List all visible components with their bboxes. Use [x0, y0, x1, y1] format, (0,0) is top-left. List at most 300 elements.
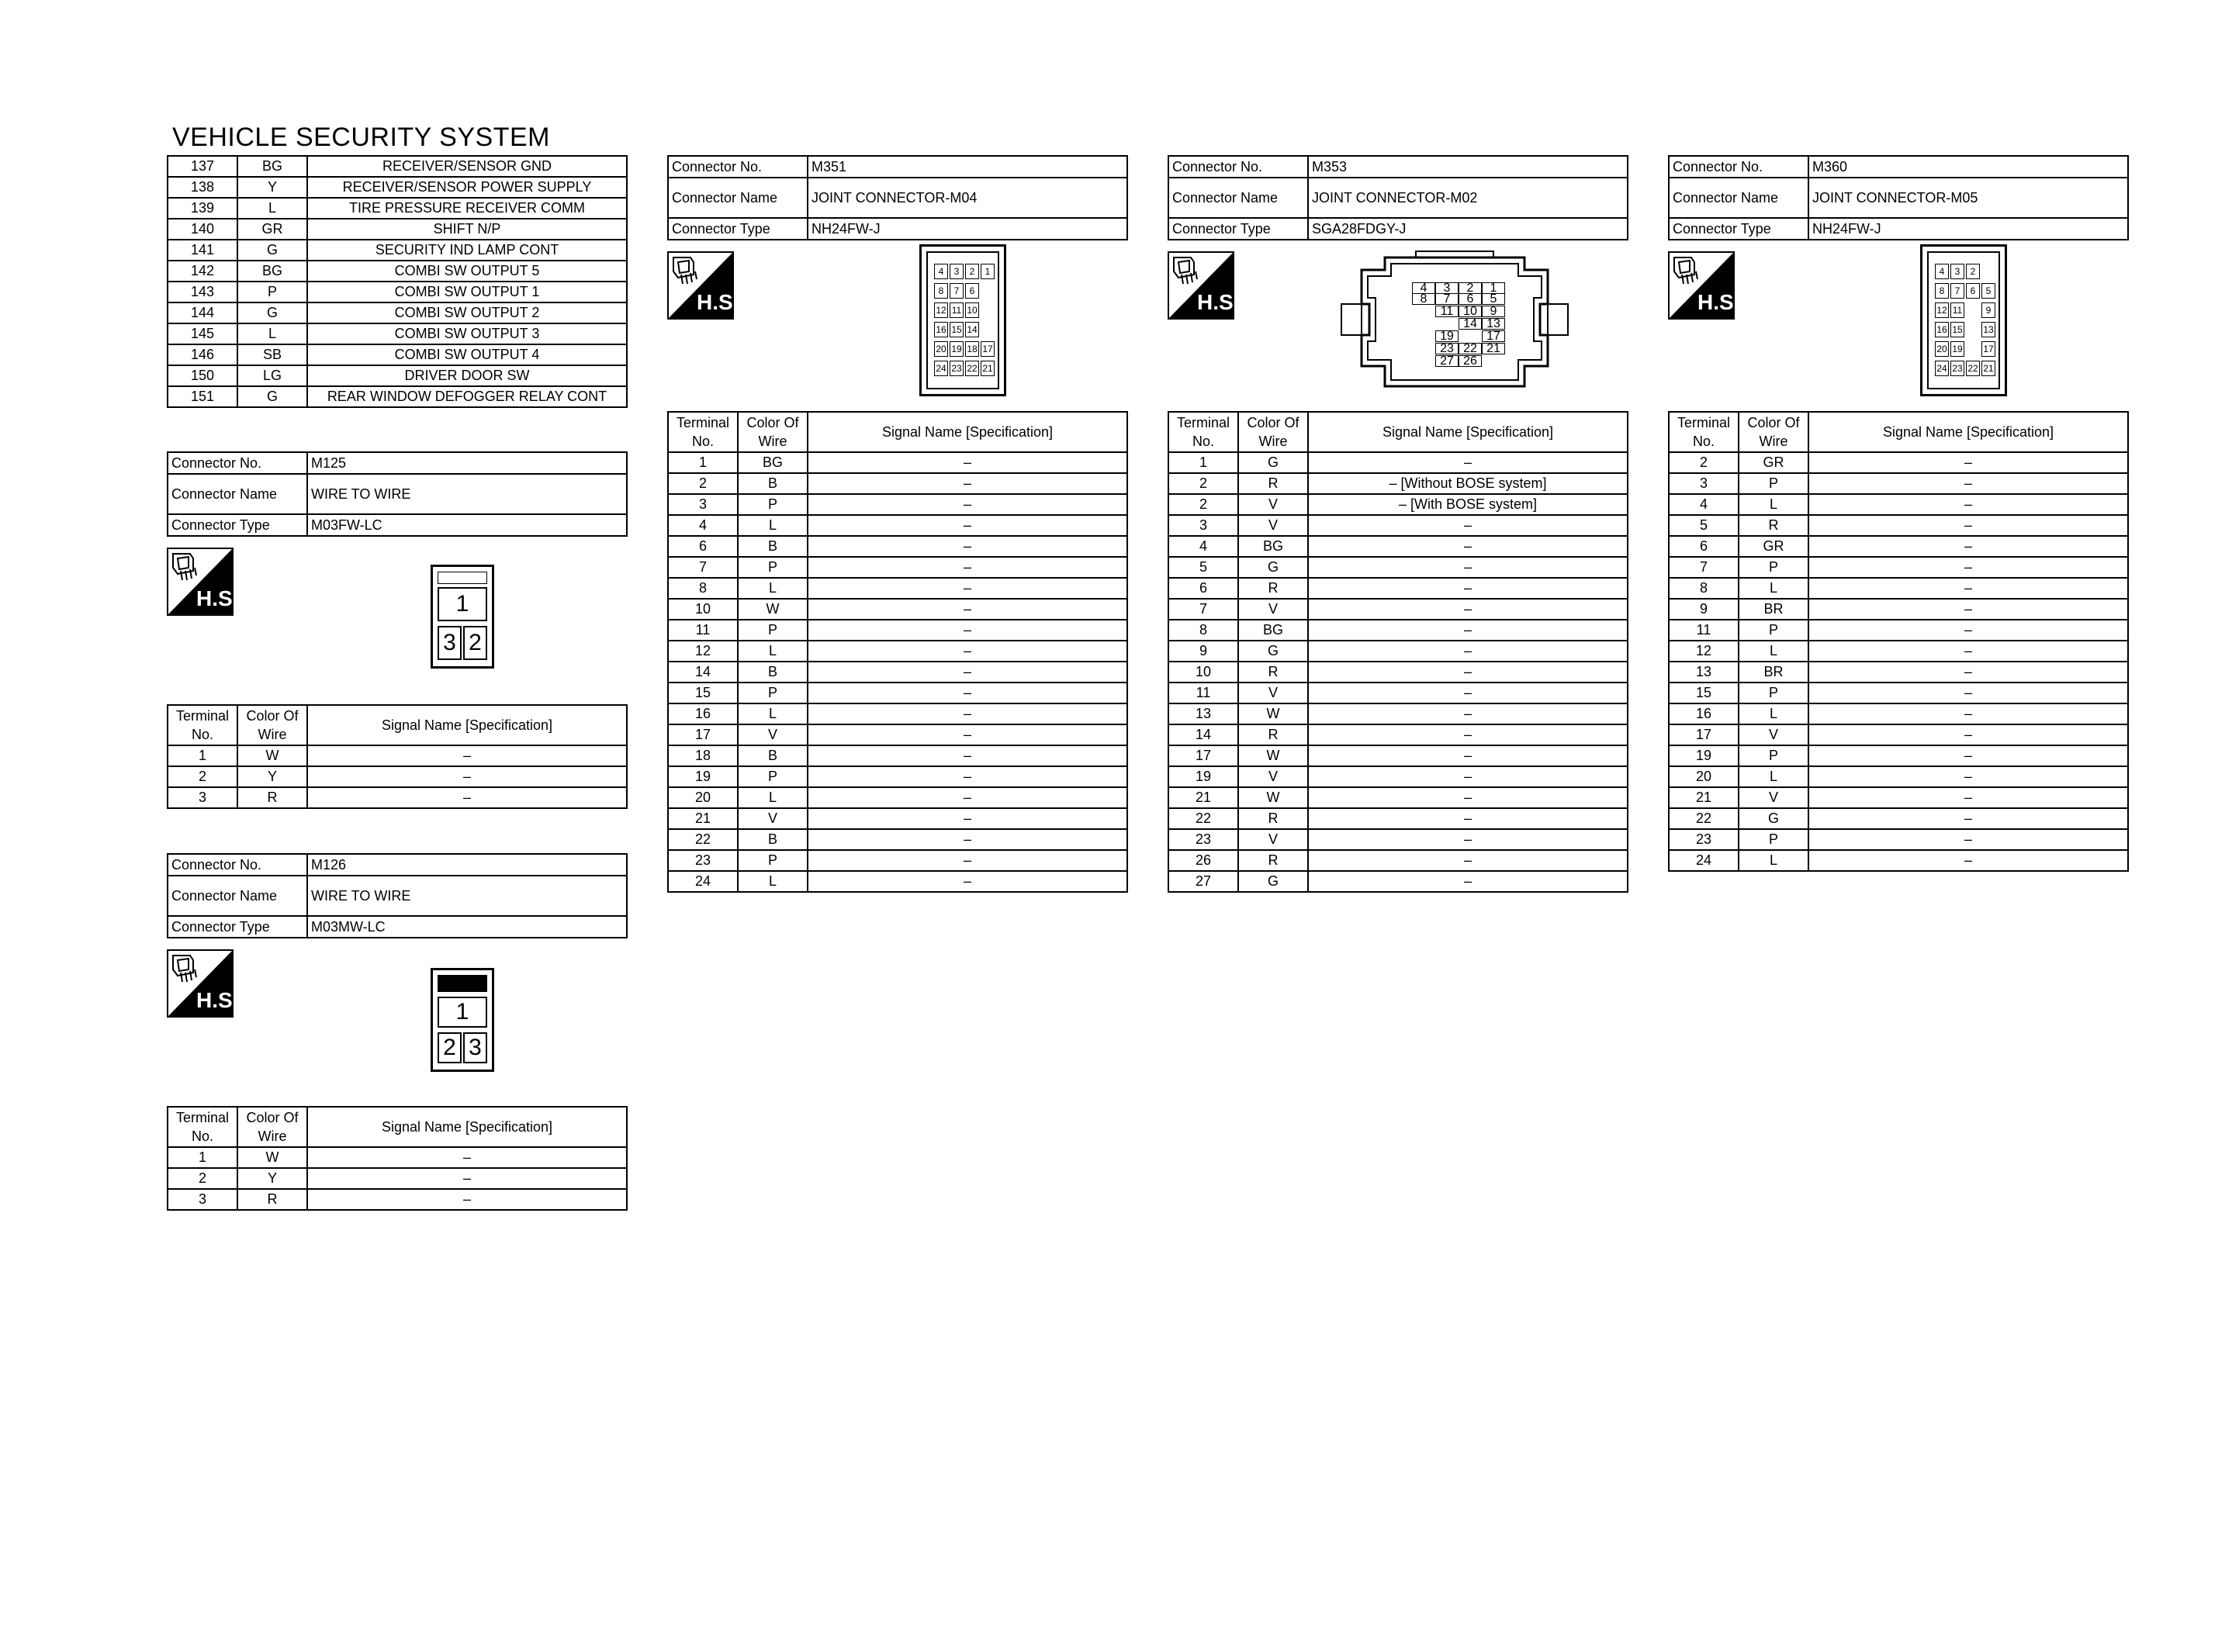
cavity-label: 15 [950, 322, 964, 337]
terminal-number: 24 [668, 871, 738, 892]
signal-name: DRIVER DOOR SW [307, 365, 627, 386]
wire-color: P [1739, 557, 1808, 578]
cavity-label: 11 [1435, 306, 1459, 317]
signal-name: – [1308, 662, 1628, 683]
pin-table-m360 [1668, 411, 2129, 872]
table-row [1669, 662, 2128, 683]
signal-name: – [307, 787, 627, 808]
wire-color: R [1238, 662, 1308, 683]
wire-color: L [738, 703, 808, 724]
connector-no-value: M353 [1308, 156, 1628, 178]
wire-color: BR [1739, 599, 1808, 620]
terminal-number: 12 [1669, 641, 1739, 662]
connector-no-label: Connector No. [168, 854, 307, 876]
connector-info-m353 [1168, 155, 1628, 240]
wire-color: L [1739, 641, 1808, 662]
cavity-label: 2 [438, 1032, 462, 1063]
table-row [1168, 829, 1628, 850]
terminal-number: 2 [668, 473, 738, 494]
signal-name-header: Signal Name [Specification] [1808, 412, 2128, 452]
color-of-wire-header: Color Of Wire [237, 1107, 307, 1147]
signal-name: – [808, 787, 1127, 808]
cavity-label: 2 [965, 264, 979, 279]
table-row [168, 766, 627, 787]
signal-name: SECURITY IND LAMP CONT [307, 240, 627, 261]
connector-no-label: Connector No. [1168, 156, 1308, 178]
wire-color: Y [237, 177, 307, 198]
table-row [1669, 829, 2128, 850]
cavity-label: 23 [950, 361, 964, 376]
wire-color: G [1238, 641, 1308, 662]
signal-name: – [1808, 599, 2128, 620]
table-row [1168, 536, 1628, 557]
signal-name: – [1308, 599, 1628, 620]
terminal-number: 1 [168, 1147, 237, 1168]
wire-color: P [738, 683, 808, 703]
signal-name: – [808, 662, 1127, 683]
cavity-label: 11 [950, 302, 964, 318]
wire-color: G [237, 302, 307, 323]
wire-color: B [738, 662, 808, 683]
terminal-number: 15 [1669, 683, 1739, 703]
signal-name: – [808, 452, 1127, 473]
color-of-wire-header: Color Of Wire [1739, 412, 1808, 452]
signal-name: – [1308, 578, 1628, 599]
color-of-wire-header: Color Of Wire [1238, 412, 1308, 452]
cavity-label: 12 [1935, 302, 1949, 318]
cavity-label: 8 [1935, 283, 1949, 299]
terminal-number: 19 [668, 766, 738, 787]
connector-type-value: M03MW-LC [307, 916, 627, 938]
wire-color: W [237, 1147, 307, 1168]
connector-type-label: Connector Type [168, 916, 307, 938]
table-row [168, 198, 627, 219]
cavity-label: 24 [1935, 361, 1949, 376]
table-row [668, 473, 1127, 494]
cavity-label: 22 [1459, 343, 1482, 354]
wire-color: V [1739, 787, 1808, 808]
wire-color: V [1238, 494, 1308, 515]
terminal-number: 8 [1168, 620, 1238, 641]
terminal-number: 22 [1168, 808, 1238, 829]
connector-diagram-m360 [1920, 244, 2007, 396]
table-row [1669, 620, 2128, 641]
connector-info-m126 [167, 853, 628, 938]
cavity-label: 18 [965, 341, 979, 357]
cavity-label: 2 [1459, 282, 1482, 294]
harness-side-label: H.S. [697, 290, 739, 314]
table-row [1168, 473, 1628, 494]
connector-name-label: Connector Name [168, 876, 307, 916]
wire-color: P [237, 282, 307, 302]
wire-color: V [1238, 829, 1308, 850]
table-row [1168, 599, 1628, 620]
cavity-label: 19 [950, 341, 964, 357]
connector-no-label: Connector No. [168, 452, 307, 474]
cavity-label: 4 [1412, 282, 1435, 294]
signal-name: – [1808, 641, 2128, 662]
signal-name-header: Signal Name [Specification] [808, 412, 1127, 452]
terminal-number: 17 [1168, 745, 1238, 766]
signal-name: – [808, 494, 1127, 515]
signal-name: – [808, 641, 1127, 662]
wire-color: L [738, 787, 808, 808]
harness-side-label: H.S. [1197, 290, 1240, 314]
cavity-label: 20 [934, 341, 948, 357]
cavity-label: 3 [1950, 264, 1964, 279]
terminal-number: 143 [168, 282, 237, 302]
signal-name: RECEIVER/SENSOR POWER SUPPLY [307, 177, 627, 198]
terminal-number: 14 [668, 662, 738, 683]
terminal-no-header: Terminal No. [1669, 412, 1739, 452]
signal-name: – [1308, 703, 1628, 724]
wire-color: L [237, 198, 307, 219]
terminal-number: 140 [168, 219, 237, 240]
signal-name: – [1308, 724, 1628, 745]
wire-color: L [1739, 578, 1808, 599]
wire-color: BG [1238, 536, 1308, 557]
cavity-label: 27 [1435, 355, 1459, 367]
terminal-number: 8 [668, 578, 738, 599]
signal-name: – [With BOSE system] [1308, 494, 1628, 515]
terminal-number: 150 [168, 365, 237, 386]
wire-color: BG [237, 261, 307, 282]
signal-name: – [Without BOSE system] [1308, 473, 1628, 494]
table-row [1669, 494, 2128, 515]
pin-table-m126 [167, 1106, 628, 1211]
signal-name: – [1308, 515, 1628, 536]
table-row [1669, 536, 2128, 557]
cavity-label: 9 [1981, 302, 1995, 318]
cavity-label: 17 [981, 341, 995, 357]
wire-color: R [237, 1189, 307, 1210]
terminal-number: 13 [1669, 662, 1739, 683]
terminal-number: 20 [668, 787, 738, 808]
wire-color: L [1739, 766, 1808, 787]
terminal-number: 21 [668, 808, 738, 829]
table-row [1669, 787, 2128, 808]
connector-name-label: Connector Name [668, 178, 808, 218]
table-row [668, 787, 1127, 808]
connector-diagram-m351 [919, 244, 1006, 396]
terminal-number: 11 [1168, 683, 1238, 703]
signal-name-header: Signal Name [Specification] [307, 1107, 627, 1147]
terminal-number: 7 [1168, 599, 1238, 620]
signal-name: COMBI SW OUTPUT 4 [307, 344, 627, 365]
cavity-label: 19 [1435, 330, 1459, 342]
wire-color: R [237, 787, 307, 808]
cavity-label: 10 [1459, 306, 1482, 317]
cavity-label: 3 [1435, 282, 1459, 294]
connector-diagram-m353 [1338, 250, 1571, 394]
signal-name: – [808, 724, 1127, 745]
wire-color: P [1739, 683, 1808, 703]
harness-side-icon [667, 251, 739, 320]
cavity-label: 1 [438, 587, 487, 621]
terminal-number: 4 [668, 515, 738, 536]
wire-color: R [1238, 473, 1308, 494]
signal-name: – [808, 808, 1127, 829]
table-row [1669, 724, 2128, 745]
signal-name: – [1808, 557, 2128, 578]
cavity-label: 3 [950, 264, 964, 279]
terminal-number: 21 [1669, 787, 1739, 808]
connector-type-value: NH24FW-J [808, 218, 1127, 240]
table-row [168, 1168, 627, 1189]
table-row [168, 386, 627, 407]
wire-color: R [1238, 724, 1308, 745]
cavity-label: 5 [1482, 293, 1505, 305]
table-row [668, 850, 1127, 871]
signal-name: – [1808, 703, 2128, 724]
wire-color: P [1739, 745, 1808, 766]
cavity-label: 6 [1459, 293, 1482, 305]
terminal-number: 23 [1669, 829, 1739, 850]
signal-name: – [1308, 850, 1628, 871]
table-row [668, 808, 1127, 829]
terminal-number: 144 [168, 302, 237, 323]
wire-color: GR [1739, 452, 1808, 473]
terminal-number: 2 [168, 766, 237, 787]
connector-name-label: Connector Name [1669, 178, 1808, 218]
table-row [168, 219, 627, 240]
wire-color: R [1238, 850, 1308, 871]
table-row [168, 787, 627, 808]
harness-side-label: H.S. [196, 988, 239, 1012]
wire-color: G [1238, 557, 1308, 578]
table-row [668, 452, 1127, 473]
signal-name: – [1308, 766, 1628, 787]
signal-name: – [1808, 808, 2128, 829]
cavity-label: 14 [1459, 318, 1482, 330]
wire-color: V [1238, 515, 1308, 536]
wire-color: R [1238, 808, 1308, 829]
signal-name: – [1808, 787, 2128, 808]
signal-name: – [808, 578, 1127, 599]
terminal-number: 151 [168, 386, 237, 407]
cavity-label: 16 [1935, 322, 1949, 337]
wire-color: P [1739, 620, 1808, 641]
terminal-number: 23 [1168, 829, 1238, 850]
cavity-label: 21 [981, 361, 995, 376]
cavity-label: 3 [438, 626, 462, 660]
cavity-label: 1 [1482, 282, 1505, 294]
terminal-number: 6 [1168, 578, 1238, 599]
signal-name: – [808, 766, 1127, 787]
terminal-number: 1 [168, 745, 237, 766]
terminal-number: 19 [1168, 766, 1238, 787]
terminal-number: 23 [668, 850, 738, 871]
wire-color: BR [1739, 662, 1808, 683]
connector-no-value: M125 [307, 452, 627, 474]
table-row [668, 724, 1127, 745]
signal-name: – [1308, 683, 1628, 703]
connector-name-label: Connector Name [1168, 178, 1308, 218]
cavity-label: 17 [1482, 330, 1505, 342]
terminal-number: 24 [1669, 850, 1739, 871]
cavity-label: 24 [934, 361, 948, 376]
wire-color: G [237, 386, 307, 407]
table-row [1669, 641, 2128, 662]
cavity-label: 4 [934, 264, 948, 279]
terminal-number: 17 [668, 724, 738, 745]
terminal-no-header: Terminal No. [168, 705, 237, 745]
terminal-number: 3 [168, 787, 237, 808]
wire-color: L [237, 323, 307, 344]
wire-color: P [738, 557, 808, 578]
connector-name-label: Connector Name [168, 474, 307, 514]
wire-color: B [738, 473, 808, 494]
signal-name: – [307, 1147, 627, 1168]
terminal-number: 10 [668, 599, 738, 620]
cavity-label: 17 [1981, 341, 1995, 357]
table-row [668, 515, 1127, 536]
cavity-label: 8 [1412, 293, 1435, 305]
cavity-label: 6 [965, 283, 979, 299]
table-row [1669, 599, 2128, 620]
cavity-label: 21 [1981, 361, 1995, 376]
cavity-label: 1 [438, 997, 487, 1028]
harness-side-label: H.S. [1697, 290, 1740, 314]
terminal-number: 14 [1168, 724, 1238, 745]
cavity-label: 7 [950, 283, 964, 299]
table-row [168, 302, 627, 323]
connector-diagram-m125 [431, 565, 494, 669]
signal-name: TIRE PRESSURE RECEIVER COMM [307, 198, 627, 219]
table-row [1669, 557, 2128, 578]
wire-color: Y [237, 1168, 307, 1189]
cavity-label: 2 [1966, 264, 1980, 279]
signal-name: – [1308, 620, 1628, 641]
table-row [1168, 620, 1628, 641]
signal-name: – [808, 536, 1127, 557]
terminal-number: 141 [168, 240, 237, 261]
signal-name: – [307, 1189, 627, 1210]
wire-color: L [738, 515, 808, 536]
table-row [168, 156, 627, 177]
wire-color: W [237, 745, 307, 766]
wire-color: SB [237, 344, 307, 365]
table-row [1669, 703, 2128, 724]
wire-color: GR [1739, 536, 1808, 557]
connector-no-value: M351 [808, 156, 1127, 178]
cavity-label: 23 [1950, 361, 1964, 376]
connector-type-value: M03FW-LC [307, 514, 627, 536]
connector-latch [438, 572, 487, 584]
table-row [668, 703, 1127, 724]
wire-color: V [738, 724, 808, 745]
table-row [668, 494, 1127, 515]
harness-side-icon [1668, 251, 1740, 320]
cavity-label: 23 [1435, 343, 1459, 354]
table-row [668, 662, 1127, 683]
terminal-number: 27 [1168, 871, 1238, 892]
signal-name: – [808, 850, 1127, 871]
signal-name: – [307, 1168, 627, 1189]
wire-color: BG [1238, 620, 1308, 641]
terminal-number: 3 [1669, 473, 1739, 494]
signal-name: REAR WINDOW DEFOGGER RELAY CONT [307, 386, 627, 407]
terminal-number: 9 [1669, 599, 1739, 620]
connector-name-value: WIRE TO WIRE [307, 876, 627, 916]
wire-color: R [1739, 515, 1808, 536]
cavity-label: 4 [1935, 264, 1949, 279]
signal-name: – [808, 599, 1127, 620]
wire-color: P [738, 850, 808, 871]
table-row [668, 829, 1127, 850]
terminal-number: 19 [1669, 745, 1739, 766]
connector-type-label: Connector Type [1168, 218, 1308, 240]
terminal-number: 6 [1669, 536, 1739, 557]
table-row [1669, 515, 2128, 536]
connector-info-m125 [167, 451, 628, 537]
table-row [1168, 766, 1628, 787]
cavity-label: 2 [463, 626, 487, 660]
signal-name: – [808, 557, 1127, 578]
signal-name: – [1808, 620, 2128, 641]
signal-name: – [1808, 724, 2128, 745]
wire-color: G [1238, 452, 1308, 473]
wire-color: V [738, 808, 808, 829]
signal-name-header: Signal Name [Specification] [1308, 412, 1628, 452]
cavity-label: 8 [934, 283, 948, 299]
wire-color: W [1238, 703, 1308, 724]
terminal-number: 9 [1168, 641, 1238, 662]
terminal-number: 8 [1669, 578, 1739, 599]
cavity-label: 5 [1981, 283, 1995, 299]
cavity-label: 22 [965, 361, 979, 376]
terminal-number: 1 [1168, 452, 1238, 473]
table-row [168, 240, 627, 261]
signal-name: SHIFT N/P [307, 219, 627, 240]
terminal-number: 146 [168, 344, 237, 365]
wire-color: V [1238, 683, 1308, 703]
connector-type-value: SGA28FDGY-J [1308, 218, 1628, 240]
signal-name: – [1808, 515, 2128, 536]
table-row [1669, 808, 2128, 829]
harness-side-icon [1168, 251, 1240, 320]
cavity-label: 19 [1950, 341, 1964, 357]
connector-name-value: JOINT CONNECTOR-M05 [1808, 178, 2128, 218]
signal-name: – [1308, 641, 1628, 662]
cavity-label: 15 [1950, 322, 1964, 337]
wire-color: G [237, 240, 307, 261]
cavity-label: 14 [965, 322, 979, 337]
table-row [668, 683, 1127, 703]
connector-no-value: M360 [1808, 156, 2128, 178]
signal-name: – [1308, 829, 1628, 850]
signal-name: – [808, 871, 1127, 892]
terminal-number: 2 [1669, 452, 1739, 473]
connector-no-label: Connector No. [1669, 156, 1808, 178]
table-row [668, 557, 1127, 578]
terminal-number: 7 [668, 557, 738, 578]
signal-name: COMBI SW OUTPUT 3 [307, 323, 627, 344]
terminal-number: 139 [168, 198, 237, 219]
signal-name-header: Signal Name [Specification] [307, 705, 627, 745]
connector-no-value: M126 [307, 854, 627, 876]
signal-name: – [1308, 745, 1628, 766]
wire-color: W [738, 599, 808, 620]
wire-color: R [1238, 578, 1308, 599]
wire-color: L [738, 871, 808, 892]
terminal-number: 5 [1168, 557, 1238, 578]
terminal-number: 16 [1669, 703, 1739, 724]
terminal-number: 3 [668, 494, 738, 515]
table-row [168, 261, 627, 282]
terminal-no-header: Terminal No. [1168, 412, 1238, 452]
cavity-label: 12 [934, 302, 948, 318]
